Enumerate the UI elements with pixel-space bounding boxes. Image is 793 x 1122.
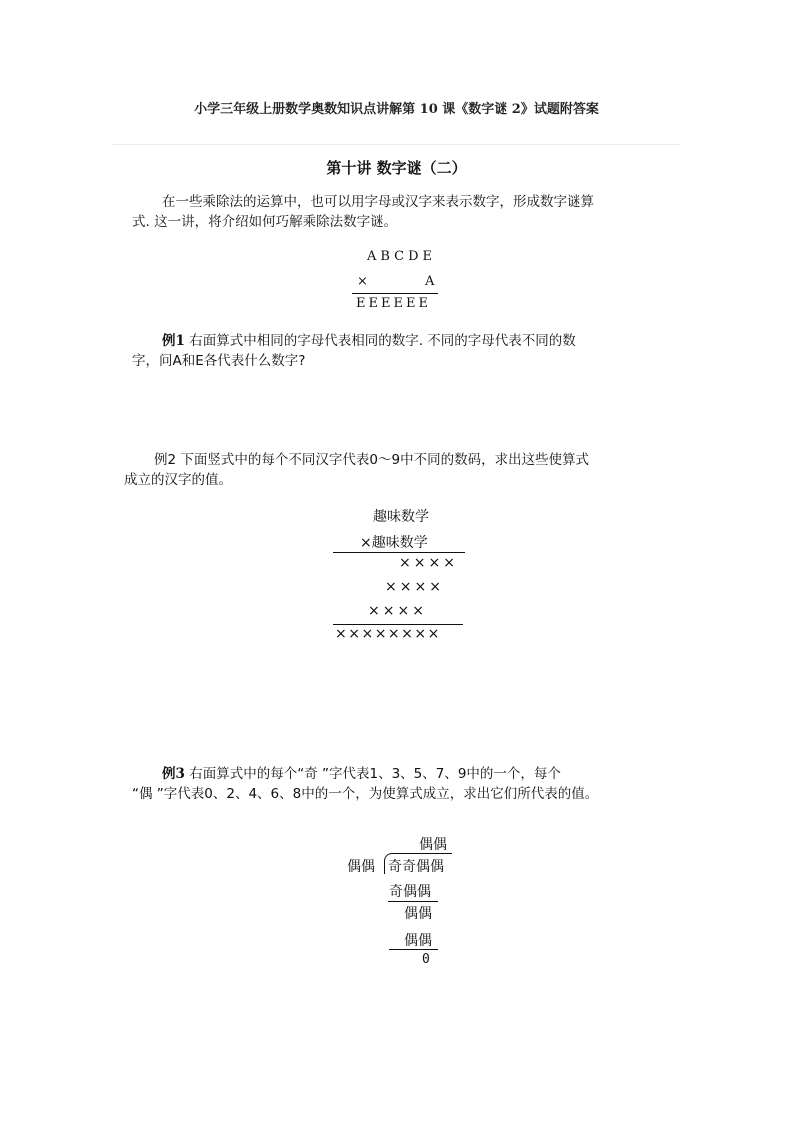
puzzle-2-product: ×××××××× bbox=[335, 626, 441, 642]
puzzle-1-multiplier: A bbox=[425, 274, 439, 289]
example-2-line-1: 下面竖式中的每个不同汉字代表0～9中不同的数码，求出这些使算式 bbox=[176, 452, 590, 468]
puzzle-2-partial-3: ×××× bbox=[368, 603, 427, 619]
puzzle-1-multiplicand: ABCDE bbox=[367, 249, 437, 264]
document-title: 小学三年级上册数学奥数知识点讲解第 10 课《数字谜 2》试题附答案 bbox=[194, 102, 599, 117]
puzzle-2-rule-top bbox=[333, 552, 465, 553]
puzzle-3-remainder: 0 bbox=[422, 952, 430, 967]
example-1-line-1: 右面算式中相同的字母代表相同的数字. 不同的字母代表不同的数 bbox=[184, 333, 576, 349]
puzzle-1-product: EEEEEE bbox=[356, 296, 431, 311]
example-1-line-2: 字，问A和E各代表什么数字? bbox=[132, 353, 306, 369]
intro-paragraph bbox=[132, 192, 594, 232]
puzzle-3-quotient: 偶偶 bbox=[419, 837, 447, 853]
puzzle-3-rule-1 bbox=[388, 901, 438, 902]
example-3-line-2: “偶 ”字代表0、2、4、6、8中的一个，为使算式成立，求出它们所代表的值。 bbox=[132, 786, 599, 802]
puzzle-3-dividend: 奇奇偶偶 bbox=[388, 859, 444, 875]
example-2-paragraph bbox=[124, 450, 589, 490]
puzzle-3-step-3: 偶偶 bbox=[404, 933, 432, 949]
puzzle-2-partial-2: ×××× bbox=[385, 579, 444, 595]
example-2-line-2: 成立的汉字的值。 bbox=[124, 472, 232, 488]
example-3-paragraph bbox=[132, 764, 598, 804]
puzzle-3-step-1: 奇偶偶 bbox=[389, 884, 431, 900]
puzzle-2-partial-1: ×××× bbox=[399, 555, 458, 571]
example-1-paragraph bbox=[132, 331, 576, 371]
header-divider bbox=[112, 144, 680, 145]
example-3-label: 例3 bbox=[162, 766, 185, 782]
intro-line-1: 在一些乘除法的运算中，也可以用字母或汉字来表示数字，形成数字谜算 bbox=[162, 194, 594, 210]
example-2-label: 例2 bbox=[154, 452, 177, 468]
puzzle-3-divisor: 偶偶 bbox=[347, 859, 375, 875]
intro-line-2: 式. 这一讲，将介绍如何巧解乘除法数字谜。 bbox=[132, 214, 398, 230]
puzzle-3-step-2: 偶偶 bbox=[404, 906, 432, 922]
puzzle-3-rule-2 bbox=[389, 949, 438, 950]
example-1-label: 例1 bbox=[162, 333, 185, 349]
puzzle-2-multiplier: ×趣味数学 bbox=[360, 535, 428, 551]
lesson-title: 第十讲 数字谜（二） bbox=[326, 159, 467, 177]
puzzle-2-multiplicand: 趣味数学 bbox=[373, 509, 429, 525]
puzzle-1-rule bbox=[352, 293, 438, 294]
puzzle-2-rule-bottom bbox=[333, 624, 463, 625]
puzzle-1-operator: × bbox=[357, 274, 372, 289]
example-3-line-1: 右面算式中的每个“奇 ”字代表1、3、5、7、9中的一个，每个 bbox=[184, 766, 561, 782]
